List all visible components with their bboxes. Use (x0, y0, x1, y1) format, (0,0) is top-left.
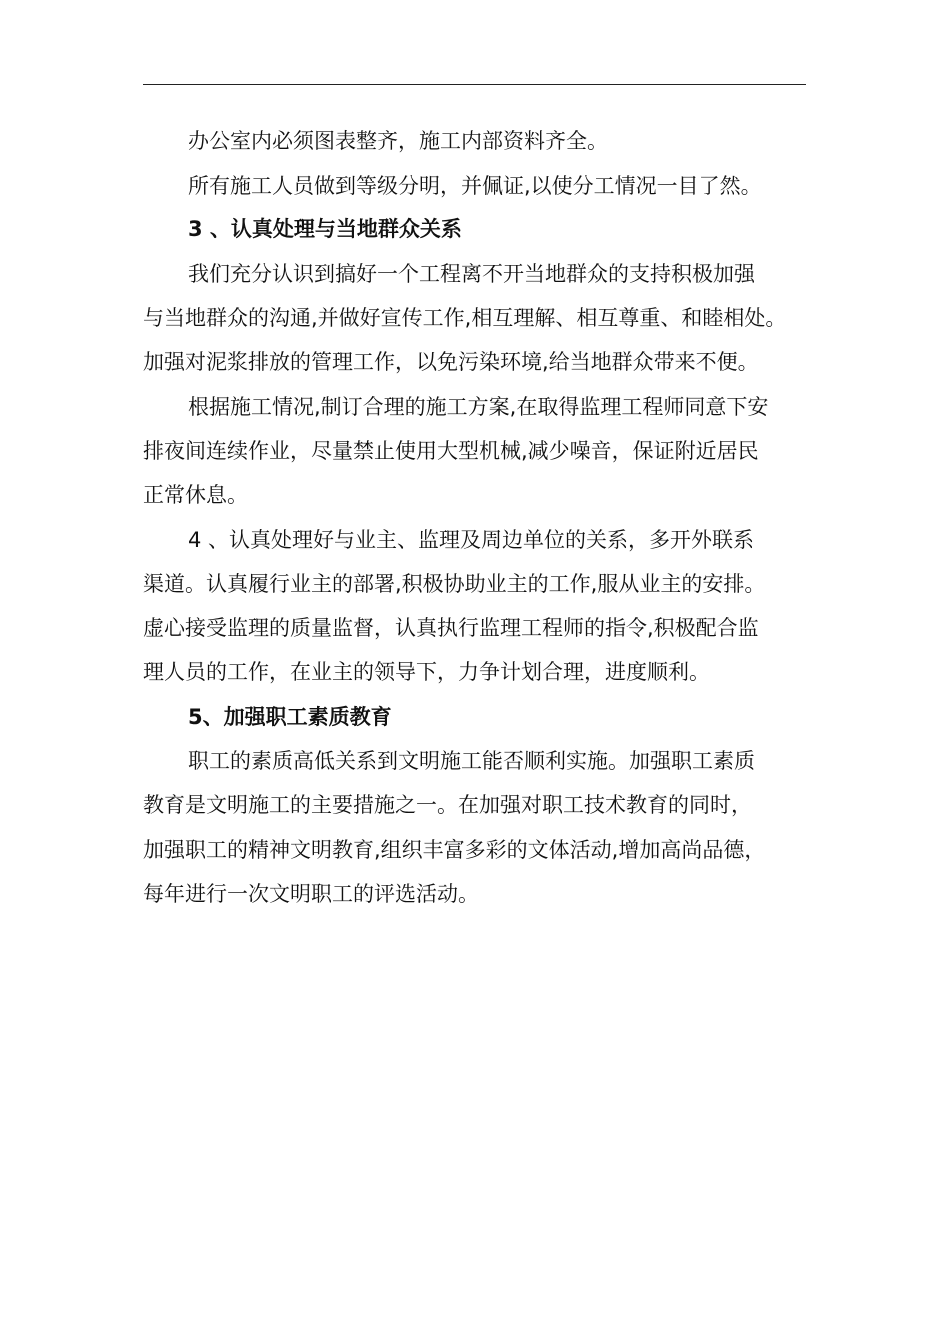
paragraph-line: 排夜间连续作业，尽量禁止使用大型机械,减少噪音，保证附近居民 (143, 439, 759, 463)
paragraph-line: 渠道。认真履行业主的部署,积极协助业主的工作,服从业主的安排。 (143, 572, 766, 596)
section-heading-4: 4 、认真处理好与业主、监理及周边单位的关系，多开外联系 (188, 528, 755, 552)
paragraph-line: 根据施工情况,制订合理的施工方案,在取得监理工程师同意下安 (188, 395, 769, 419)
section-heading-3: 3 、认真处理与当地群众关系 (188, 217, 462, 241)
section-heading-5: 5、加强职工素质教育 (188, 705, 392, 729)
paragraph-line: 教育是文明施工的主要措施之一。在加强对职工技术教育的同时， (143, 793, 752, 817)
paragraph-line: 与当地群众的沟通,并做好宣传工作,相互理解、相互尊重、和睦相处。 (143, 306, 787, 330)
paragraph-line: 加强职工的精神文明教育,组织丰富多彩的文体活动,增加高尚品德， (143, 838, 766, 862)
header-rule (143, 84, 806, 85)
paragraph-line: 职工的素质高低关系到文明施工能否顺利实施。加强职工素质 (188, 749, 755, 773)
paragraph-line: 所有施工人员做到等级分明，并佩证,以使分工情况一目了然。 (188, 174, 762, 198)
paragraph-line: 正常休息。 (143, 483, 248, 507)
paragraph-line: 每年进行一次文明职工的评选活动。 (143, 882, 479, 906)
paragraph-line: 虚心接受监理的质量监督，认真执行监理工程师的指令,积极配合监 (143, 616, 759, 640)
paragraph-line: 理人员的工作，在业主的领导下，力争计划合理，进度顺利。 (143, 660, 710, 684)
paragraph-line: 办公室内必须图表整齐，施工内部资料齐全。 (188, 129, 608, 153)
paragraph-line: 我们充分认识到搞好一个工程离不开当地群众的支持积极加强 (188, 262, 755, 286)
paragraph-line: 加强对泥浆排放的管理工作，以免污染环境,给当地群众带来不便。 (143, 350, 759, 374)
